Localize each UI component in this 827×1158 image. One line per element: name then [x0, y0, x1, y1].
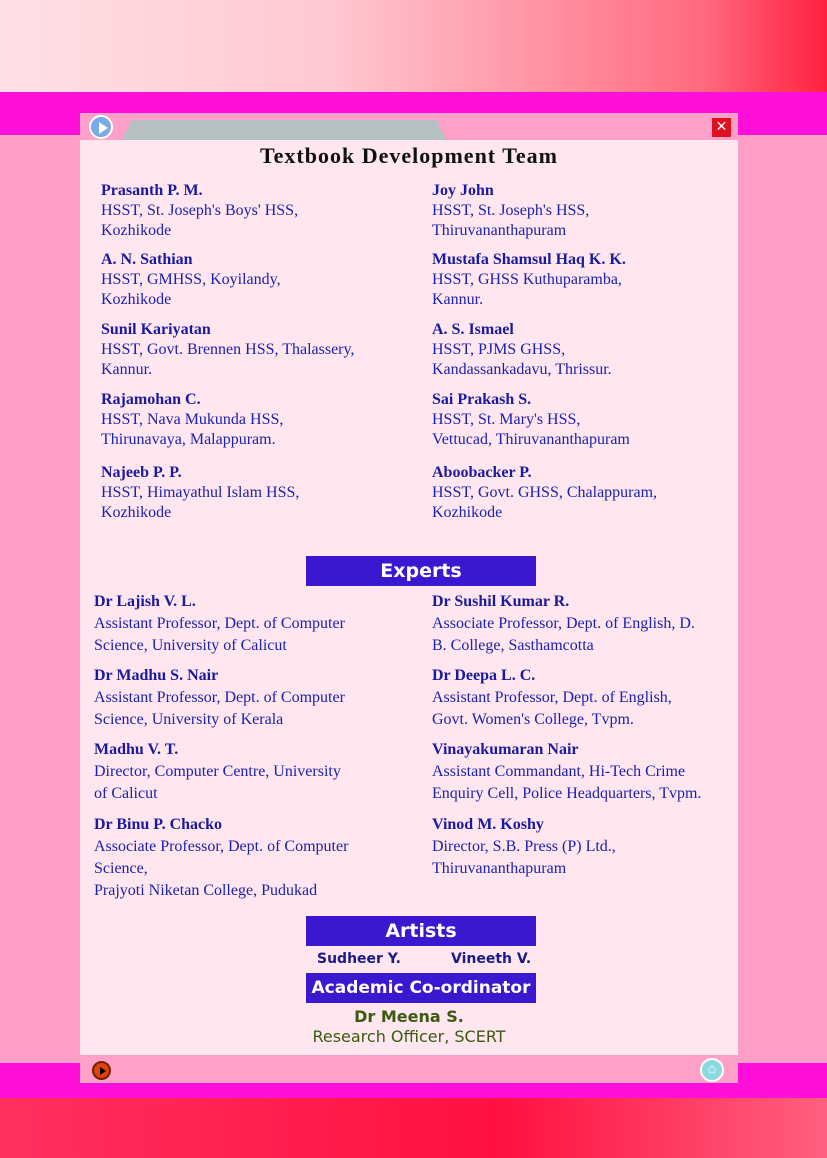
person-affiliation: HSST, St. Joseph's Boys' HSS,: [101, 202, 299, 219]
person-affiliation: Director, Computer Centre, University: [94, 763, 341, 780]
person-affiliation: Kandassankadavu, Thrissur.: [432, 361, 612, 378]
person-entry: [432, 591, 695, 657]
person-affiliation: Kannur.: [101, 361, 153, 378]
window-tab: [122, 120, 446, 140]
person-entry: [432, 463, 657, 523]
person-name: Sunil Kariyatan: [101, 321, 211, 338]
person-affiliation: Kozhikode: [432, 504, 503, 521]
person-affiliation: Director, S.B. Press (P) Ltd.,: [432, 838, 616, 855]
person-name: Aboobacker P.: [432, 464, 532, 481]
person-name: Dr Madhu S. Nair: [94, 667, 219, 684]
person-entry: [101, 320, 354, 380]
person-affiliation: Assistant Commandant, Hi-Tech Crime: [432, 763, 686, 780]
person-entry: [432, 814, 616, 880]
coordinator-header: Academic Co-ordinator: [306, 973, 536, 1003]
person-affiliation: Assistant Professor, Dept. of Computer: [94, 615, 345, 632]
person-entry: [432, 665, 672, 731]
page-title: Textbook Development Team: [260, 143, 558, 168]
person-entry: [101, 390, 283, 450]
person-affiliation: HSST, Nava Mukunda HSS,: [101, 411, 284, 428]
person-name: Prasanth P. M.: [101, 182, 203, 199]
person-entry: [432, 181, 589, 241]
person-affiliation: HSST, PJMS GHSS,: [432, 341, 566, 358]
person-affiliation: Associate Professor, Dept. of Computer: [94, 838, 349, 855]
person-name: Madhu V. T.: [94, 741, 179, 758]
person-affiliation: Govt. Women's College, Tvpm.: [432, 711, 634, 728]
person-affiliation: HSST, St. Joseph's HSS,: [432, 202, 590, 219]
person-entry: [432, 390, 630, 450]
person-affiliation: Kannur.: [432, 291, 484, 308]
person-affiliation: Thiruvananthapuram: [432, 222, 567, 239]
person-entry: [94, 665, 345, 731]
person-name: Dr Deepa L. C.: [432, 667, 536, 684]
person-affiliation: HSST, Govt. Brennen HSS, Thalassery,: [101, 341, 355, 358]
person-affiliation: HSST, GHSS Kuthuparamba,: [432, 271, 622, 288]
person-affiliation: Science,: [94, 860, 148, 877]
person-name: Dr Binu P. Chacko: [94, 816, 223, 833]
person-entry: [94, 814, 348, 902]
person-name: Sai Prakash S.: [432, 391, 532, 408]
person-affiliation: Prajyoti Niketan College, Pudukad: [94, 882, 318, 899]
person-affiliation: HSST, Govt. GHSS, Chalappuram,: [432, 484, 658, 501]
person-entry: [101, 250, 281, 310]
coordinator-name: Dr Meena S.: [354, 1007, 464, 1026]
person-affiliation: Thirunavaya, Malappuram.: [101, 431, 276, 448]
person-name: Mustafa Shamsul Haq K. K.: [432, 251, 626, 268]
person-affiliation: HSST, Himayathul Islam HSS,: [101, 484, 300, 501]
person-name: A. S. Ismael: [432, 321, 514, 338]
person-affiliation: Vettucad, Thiruvananthapuram: [432, 431, 630, 448]
experts-header: Experts: [306, 556, 536, 586]
person-affiliation: HSST, GMHSS, Koyilandy,: [101, 271, 281, 288]
artists-header: Artists: [306, 916, 536, 946]
person-name: Vinod M. Koshy: [432, 816, 544, 833]
person-name: Dr Lajish V. L.: [94, 593, 196, 610]
person-affiliation: HSST, St. Mary's HSS,: [432, 411, 581, 428]
person-entry: [94, 591, 345, 657]
person-entry: [101, 181, 298, 241]
person-affiliation: Kozhikode: [101, 504, 172, 521]
next-icon[interactable]: [92, 1061, 111, 1080]
person-affiliation: Kozhikode: [101, 291, 172, 308]
person-affiliation: Thiruvananthapuram: [432, 860, 567, 877]
person-affiliation: of Calicut: [94, 785, 158, 802]
person-affiliation: Science, University of Kerala: [94, 711, 284, 728]
person-name: Dr Sushil Kumar R.: [432, 593, 570, 610]
person-affiliation: Enquiry Cell, Police Headquarters, Tvpm.: [432, 785, 702, 802]
person-name: Joy John: [432, 182, 494, 199]
play-icon[interactable]: [89, 115, 113, 139]
footer-background: [0, 1098, 827, 1158]
person-name: Vinayakumaran Nair: [432, 741, 579, 758]
person-affiliation: Assistant Professor, Dept. of English,: [432, 689, 672, 706]
person-entry: [432, 320, 612, 380]
person-affiliation: B. College, Sasthamcotta: [432, 637, 594, 654]
person-name: Rajamohan C.: [101, 391, 201, 408]
person-affiliation: Associate Professor, Dept. of English, D.: [432, 615, 695, 632]
artist-name: Vineeth V.: [451, 951, 532, 967]
person-entry: [432, 739, 701, 805]
person-entry: [101, 463, 299, 523]
artist-name: Sudheer Y.: [317, 951, 401, 967]
person-name: A. N. Sathian: [101, 251, 193, 268]
close-button[interactable]: ✕: [712, 118, 731, 137]
person-affiliation: Assistant Professor, Dept. of Computer: [94, 689, 345, 706]
header-background: [0, 0, 827, 92]
person-entry: [94, 739, 341, 805]
person-name: Najeeb P. P.: [101, 464, 182, 481]
person-affiliation: Science, University of Calicut: [94, 637, 287, 654]
person-affiliation: Kozhikode: [101, 222, 172, 239]
coordinator-role: Research Officer, SCERT: [312, 1027, 506, 1046]
home-icon[interactable]: ⌂: [700, 1058, 724, 1082]
person-entry: [432, 250, 626, 310]
